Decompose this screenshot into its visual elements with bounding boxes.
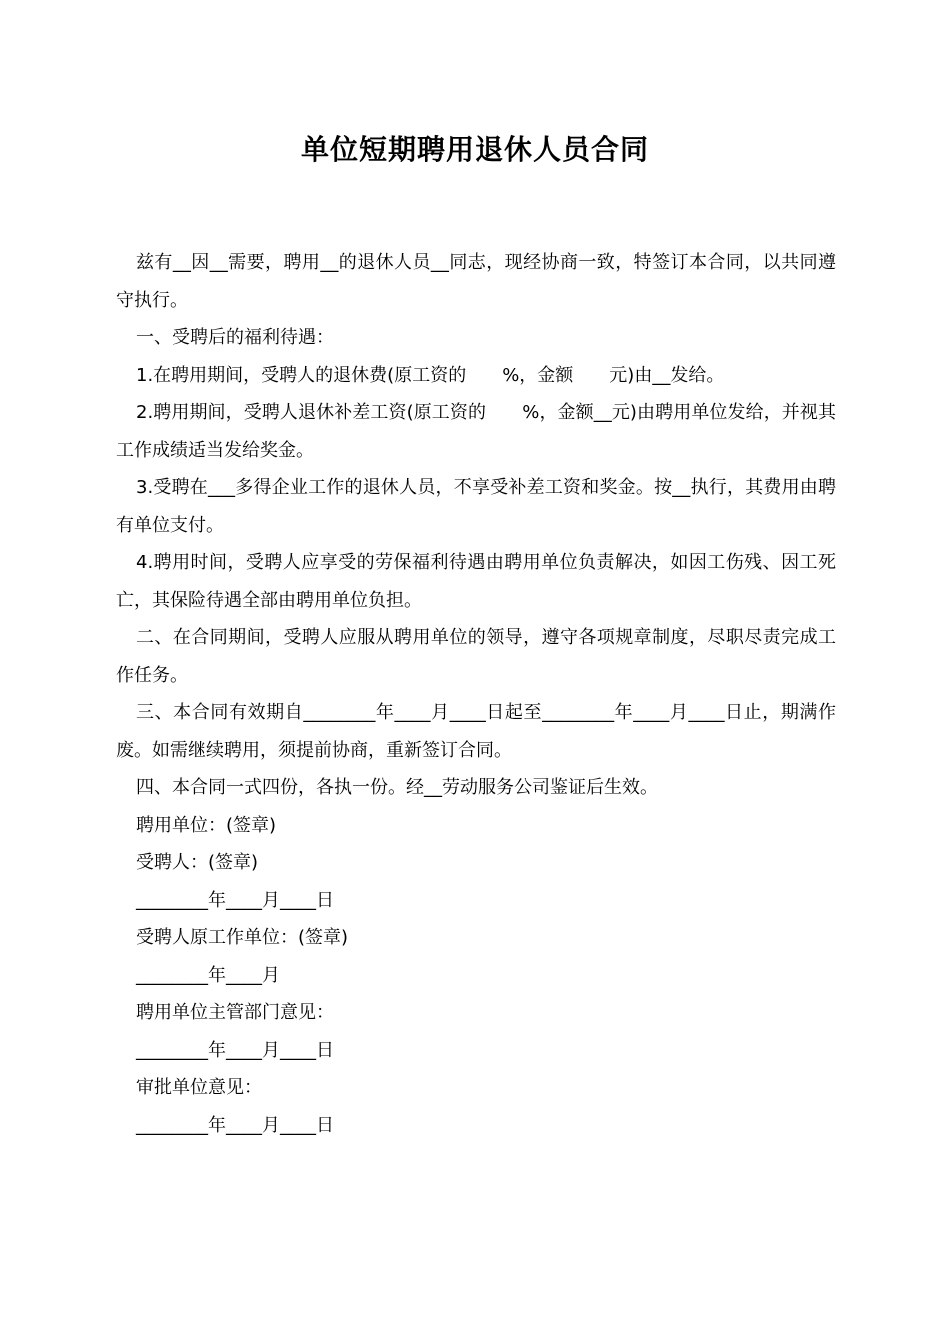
date-line-1: ________年____月____日: [136, 889, 334, 911]
section-1-heading: 一、受聘后的福利待遇：: [136, 327, 334, 348]
date-line-4: ________年____月____日: [136, 1114, 334, 1136]
employer-signature-line: 聘用单位：(签章): [136, 814, 277, 836]
document-title: 单位短期聘用退休人员合同: [300, 133, 649, 166]
approval-opinion-line: 审批单位意见：: [136, 1077, 262, 1098]
date-line-2: ________年____月: [136, 964, 280, 986]
supervisor-opinion-line: 聘用单位主管部门意见：: [136, 1002, 334, 1023]
clause-1-1: 1.在聘用期间，受聘人的退休费(原工资的 %，金额 元)由__发给。: [136, 364, 725, 386]
section-4: 四、本合同一式四份，各执一份。经__劳动服务公司鉴证后生效。: [136, 777, 658, 798]
section-2: 二、在合同期间，受聘人应服从聘用单位的领导，遵守各项规章制度，尽职尽责完成工作任务。: [116, 627, 836, 686]
intro-paragraph: 兹有__因__需要，聘用__的退休人员__同志，现经协商一致，特签订本合同，以共同遵守执行。: [116, 252, 836, 311]
document-body: [116, 244, 836, 1144]
clause-1-2: 2.聘用期间，受聘人退休补差工资(原工资的 %，金额__元)由聘用单位发给，并视其工作成绩适当发给奖金。: [116, 402, 836, 461]
section-3: 三、本合同有效期自________年____月____日起至________年____月____日止，期满作废。如需继续聘用，须提前协商，重新签订合同。: [116, 702, 836, 761]
original-employer-signature-line: 受聘人原工作单位：(签章): [136, 927, 349, 948]
clause-1-4: 4.聘用时间，受聘人应享受的劳保福利待遇由聘用单位负责解决，如因工伤残、因工死亡，其保险待遇全部由聘用单位负担。: [116, 552, 836, 611]
date-line-3: ________年____月____日: [136, 1039, 334, 1061]
clause-1-3: 3.受聘在___多得企业工作的退休人员，不享受补差工资和奖金。按__执行，其费用由聘有单位支付。: [116, 477, 836, 536]
employee-signature-line: 受聘人：(签章): [136, 852, 259, 873]
